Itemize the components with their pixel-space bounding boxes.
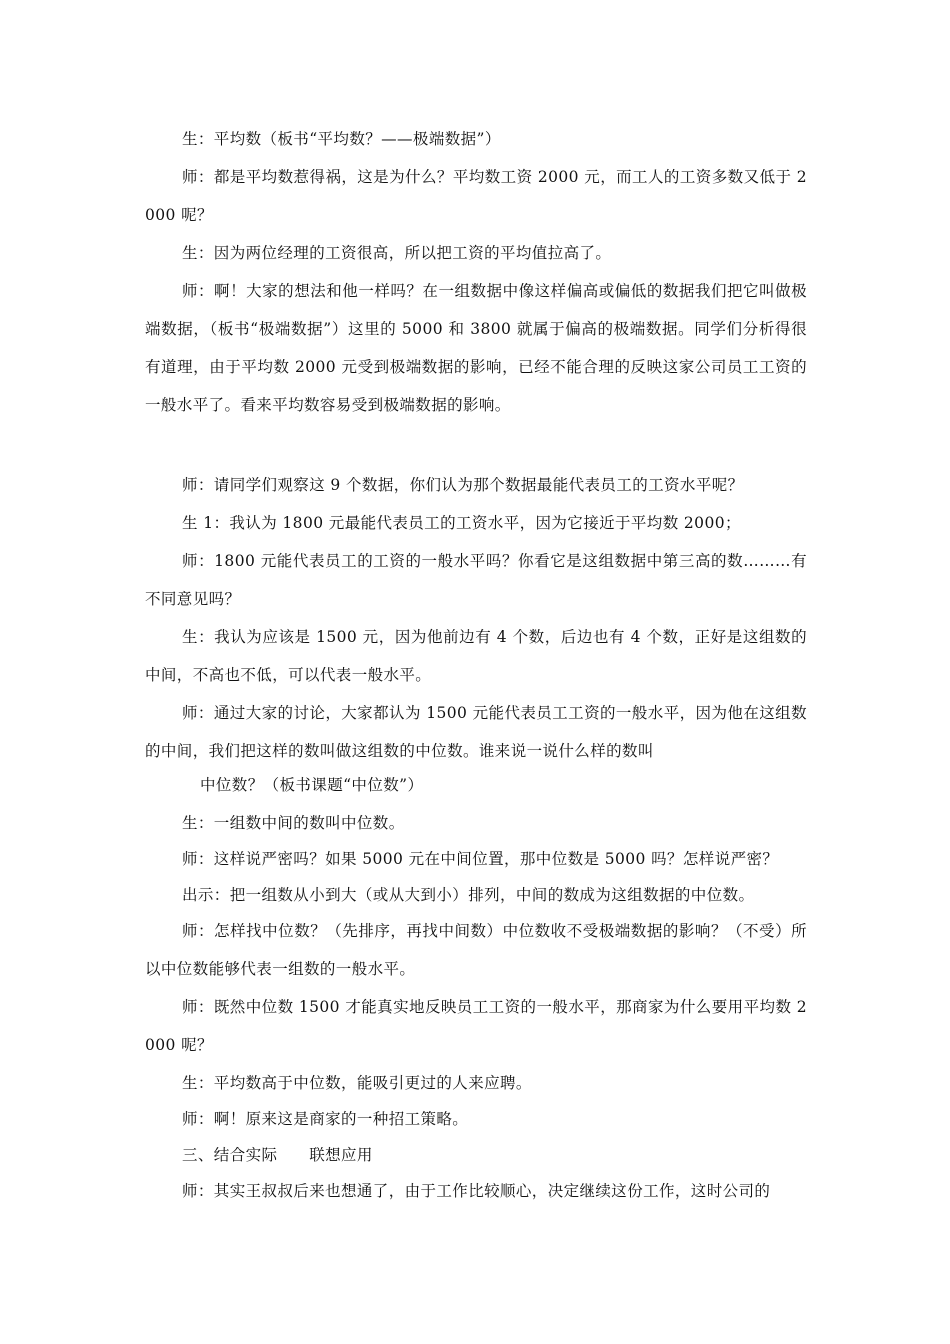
paragraph-teacher-merchant: 师：既然中位数 1500 才能真实地反映员工工资的一般水平，那商家为什么要用平均数 2000 呢？: [145, 998, 807, 1054]
paragraph-show-definition: 出示：把一组数从小到大（或从大到小）排列，中间的数成为这组数据的中位数。: [182, 886, 755, 904]
section-heading-application: 三、结合实际 联想应用: [182, 1146, 373, 1164]
paragraph-student-1800: 生 1：我认为 1800 元最能代表员工的工资水平，因为它接近于平均数 2000；: [182, 514, 741, 532]
paragraph-student-attract: 生：平均数高于中位数，能吸引更过的人来应聘。: [182, 1074, 532, 1092]
paragraph-teacher-median-intro: 师：通过大家的讨论，大家都认为 1500 元能代表员工工资的一般水平，因为他在这组数的中间，我们把这样的数叫做这组数的中位数。谁来说一说什么样的数叫: [145, 704, 807, 760]
paragraph-teacher-strategy: 师：啊！原来这是商家的一种招工策略。: [182, 1110, 469, 1128]
paragraph-teacher-rigor: 师：这样说严密吗？如果 5000 元在中间位置，那中位数是 5000 吗？怎样说严密？: [182, 850, 779, 868]
paragraph-student-definition: 生：一组数中间的数叫中位数。: [182, 814, 405, 832]
paragraph-student-1500: 生：我认为应该是 1500 元，因为他前边有 4 个数，后边也有 4 个数，正好是这组数的中间，不高也不低，可以代表一般水平。: [145, 628, 807, 684]
paragraph-teacher-observe: 师：请同学们观察这 9 个数据，你们认为那个数据最能代表员工的工资水平呢？: [182, 476, 744, 494]
paragraph-teacher-find-median: 师：怎样找中位数？（先排序，再找中间数）中位数收不受极端数据的影响？（不受）所以中位数能够代表一组数的一般水平。: [145, 922, 807, 978]
paragraph-student-average: 生：平均数（板书“平均数？——极端数据”）: [182, 130, 501, 148]
paragraph-teacher-1800: 师：1800 元能代表员工的工资的一般水平吗？你看它是这组数据中第三高的数………有不同意见吗？: [145, 552, 807, 608]
paragraph-teacher-uncle-wang: 师：其实王叔叔后来也想通了，由于工作比较顺心，决定继续这份工作，这时公司的: [182, 1182, 771, 1200]
paragraph-student-managers: 生：因为两位经理的工资很高，所以把工资的平均值拉高了。: [182, 244, 612, 262]
paragraph-teacher-extreme-data: 师：啊！大家的想法和他一样吗？在一组数据中像这样偏高或偏低的数据我们把它叫做极端数据，（板书“极端数据”）这里的 5000 和 3800 就属于偏高的极端数据。同学们分析得很有道理，由于平均数 2000 元受到极端数据的影响，已经不能合理的反映这家公司员工工资的一般水平了。看来平均数容易受到极端数据的影响。: [145, 282, 807, 414]
paragraph-median-title: 中位数？（板书课题“中位数”）: [200, 776, 424, 794]
paragraph-teacher-question: 师：都是平均数惹得祸，这是为什么？平均数工资 2000 元，而工人的工资多数又低于 2000 呢？: [145, 168, 807, 224]
